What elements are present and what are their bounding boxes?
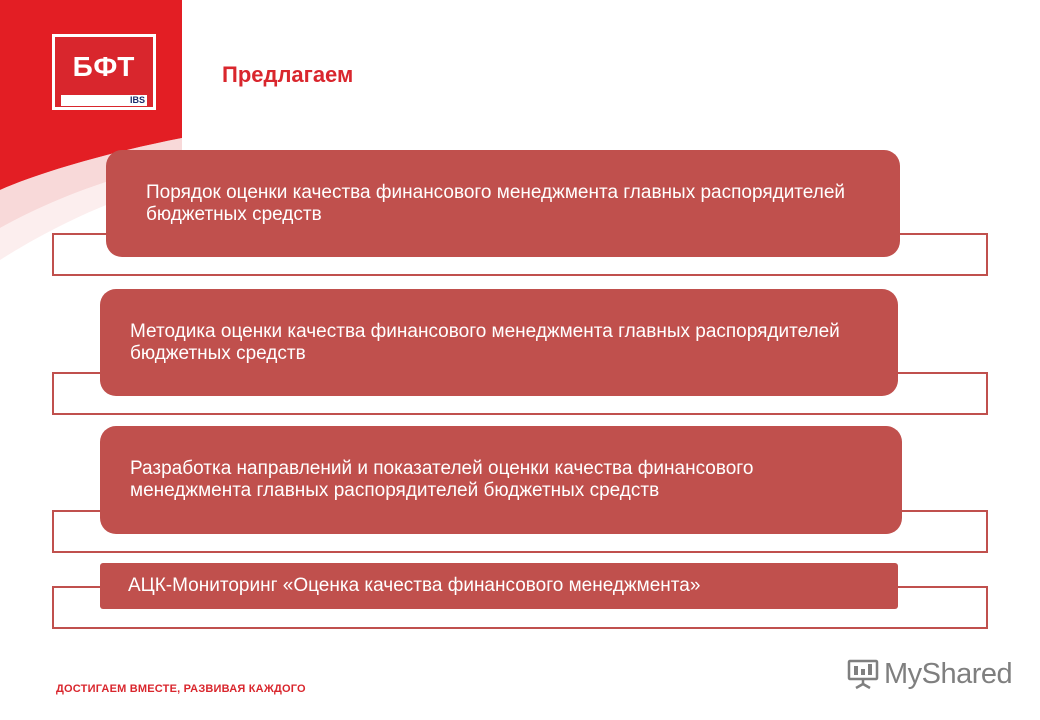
footer-slogan: ДОСТИГАЕМ ВМЕСТЕ, РАЗВИВАЯ КАЖДОГО [56,683,306,695]
proposal-item-1-text: Порядок оценки качества финансового менеджмента главных распорядителей бюджетных средств [146,181,846,225]
proposal-item-3-text: Разработка направлений и показателей оценки качества финансового менеджмента главных распорядителей бюджетных средств [130,458,754,501]
logo-subtext: IBS [129,95,145,105]
page-title: Предлагаем [222,62,354,87]
proposal-item-2-text: Методика оценки качества финансового менеджмента главных распорядителей бюджетных средств [130,320,840,364]
presentation-icon [846,657,880,691]
proposal-item-4-text: АЦК-Мониторинг «Оценка качества финансового менеджмента» [128,575,701,596]
bft-logo [52,34,156,110]
logo-text: БФТ [72,51,136,82]
proposal-item-2 [100,289,898,396]
brand-name: MyShared [884,657,1013,690]
myshared-watermark [846,654,1012,694]
proposal-item-3 [100,426,902,534]
proposal-item-4 [100,563,898,609]
proposal-item-1 [106,150,900,257]
